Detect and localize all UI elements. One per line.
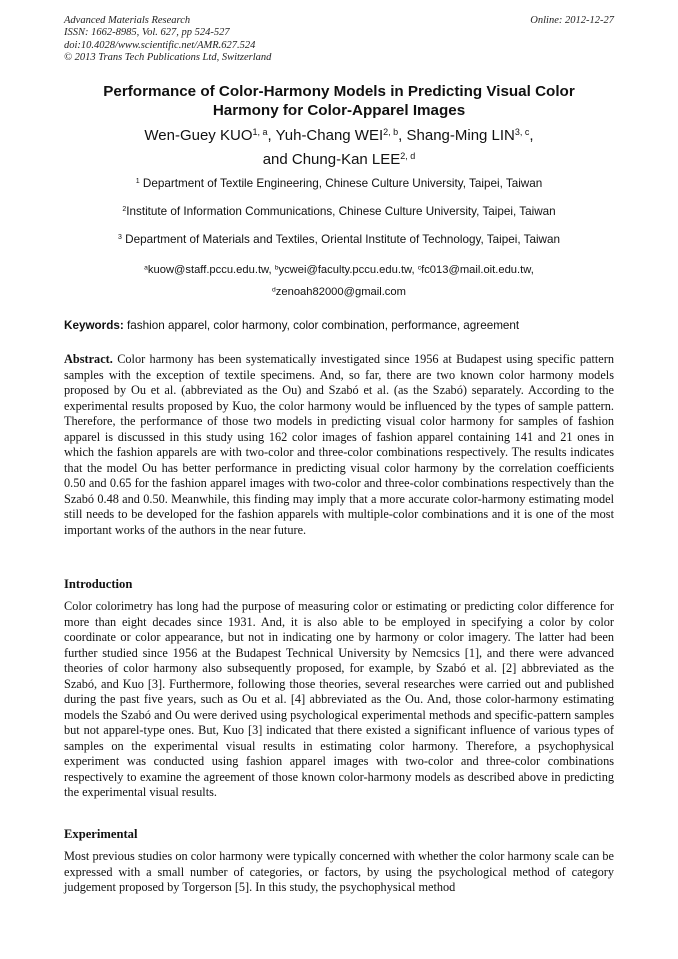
author-affiliation-mark: 2, d	[400, 151, 416, 162]
affiliation-text: Department of Materials and Textiles, Oriental Institute of Technology, Taipei, Taiwan	[121, 233, 560, 246]
email-mark: d	[272, 286, 276, 294]
affiliation-mark: 2	[122, 206, 127, 214]
journal-header	[64, 15, 271, 64]
affiliation-1	[40, 177, 638, 191]
author-separator: ,	[529, 127, 534, 144]
author-name: Yuh-Chang WEI	[275, 127, 384, 144]
affiliation-text: Department of Textile Engineering, Chinese Culture University, Taipei, Taiwan	[139, 177, 543, 190]
journal-issn: ISSN: 1662-8985, Vol. 627, pp 524-527	[64, 27, 230, 39]
author-name: and Chung-Kan LEE	[262, 151, 401, 168]
keywords	[64, 319, 519, 332]
email-mark: a	[144, 264, 148, 272]
title-line-2: Harmony for Color-Apparel Images	[212, 102, 466, 119]
introduction-text: Color colorimetry has long had the purpose of measuring color or estimating or predicting color difference for more than eight decades since 1931. And, it is also able to be employed in specifying a color by color coordinate or color appearance, but not in indicating one by harmony or color imagery. The latter had been further studied since 1956 at the Budapest Technical University by Nemcsics [1], and there were advanced theories of color harmony also subsequently proposed, for example, by Szabó et al. [2] abbreviated as the Szabó, and Kuo [3]. Furthermore, following those theories, several researches were carried out and published during the past five years, such as Ou et al. [4] abbreviated as the Ou. And, those color-harmony estimating models the Szabó and Ou were derived using psychological experimental methods and specific-pattern samples but not apparel-type ones. But, Kuo [3] indicated that there existed a significant influence of various types of samples on the experimental visual results in estimating color harmony. Therefore, a psychophysical experiment was conducted using fashion apparel images with two-color and three-color combinations respectively to examine the agreement of those known color-harmony models as described above in predicting the experimental visual results.	[64, 599, 614, 799]
author-affiliation-mark: 2, b	[383, 127, 399, 138]
author-line-1	[40, 124, 638, 148]
author-list	[40, 124, 638, 172]
author-name: Wen-Guey KUO	[144, 127, 253, 144]
author-separator: ,	[398, 127, 407, 144]
email-link[interactable]: ycwei@faculty.pccu.edu.tw,	[278, 264, 418, 276]
email-mark: b	[274, 264, 279, 272]
affiliation-3	[40, 233, 638, 247]
journal-doi: doi:10.4028/www.scientific.net/AMR.627.524	[64, 39, 256, 51]
online-date: Online: 2012-12-27	[530, 15, 614, 26]
title-line-1: Performance of Color-Harmony Models in Predicting Visual Color	[103, 83, 575, 100]
keywords-label: Keywords:	[64, 319, 124, 332]
author-name: Shang-Ming LIN	[406, 127, 515, 144]
affiliation-mark: 3	[118, 234, 122, 242]
journal-copyright: © 2013 Trans Tech Publications Ltd, Switzerland	[64, 51, 272, 63]
section-heading-introduction: Introduction	[64, 577, 133, 591]
email-link[interactable]: fc013@mail.oit.edu.tw,	[421, 264, 534, 276]
author-affiliation-mark: 1, a	[252, 127, 268, 138]
email-line-2	[40, 281, 638, 303]
paper-title	[40, 82, 638, 120]
abstract	[64, 352, 614, 538]
email-link[interactable]: kuow@staff.pccu.edu.tw,	[147, 264, 275, 276]
affiliation-mark: 1	[135, 178, 140, 186]
experimental-text: Most previous studies on color harmony were typically concerned with whether the color harmony scale can be expressed with a small number of categories, or factors, by using the psychological method of category judgement proposed by Torgerson [5]. In this study, the psychophysical method	[64, 849, 614, 894]
author-affiliation-mark: 3, c	[514, 127, 530, 138]
section-heading-experimental: Experimental	[64, 827, 138, 841]
abstract-label: Abstract.	[64, 352, 113, 366]
keywords-text: fashion apparel, color harmony, color combination, performance, agreement	[123, 319, 520, 332]
abstract-text: Color harmony has been systematically investigated since 1956 at Budapest using specific pattern samples with the exception of textile specimens. And, so far, there are two known color harmony models proposed by Ou et al. (abbreviated as the Ou) and Szabó et al. (as the Szabó) separately. According to the experimental results proposed by Kuo, the color harmony would be influenced by the types of sample pattern. Therefore, the performance of those two models in predicting visual color harmony for samples of fashion apparel is discussed in this study using 162 color images of fashion apparel containing 141 and 21 ones in which the fashion apparels are with two-color and three-color combinations respectively. The results indicates that the model Ou has better performance in predicting visual color harmony by the correlation coefficients 0.50 and 0.65 for the fashion apparel images with two-color and three-color combinations respectively than the Szabó 0.48 and 0.50. Meanwhile, this finding may imply that a more accurate color-harmony estimating model still needs to be developed for the fashion apparels with multiple-color combinations and it is one of the most important works of the authors in the near future.	[64, 352, 614, 537]
email-mark: c	[417, 264, 422, 272]
email-line-1	[40, 259, 638, 281]
author-emails	[40, 259, 638, 303]
affiliation-text: Institute of Information Communications, Chinese Culture University, Taipei, Taiwan	[126, 205, 556, 218]
email-link[interactable]: zenoah82000@gmail.com	[275, 286, 406, 298]
author-line-2	[40, 148, 638, 172]
journal-name: Advanced Materials Research	[64, 15, 191, 26]
affiliation-2	[40, 205, 638, 219]
author-separator: ,	[267, 127, 276, 144]
